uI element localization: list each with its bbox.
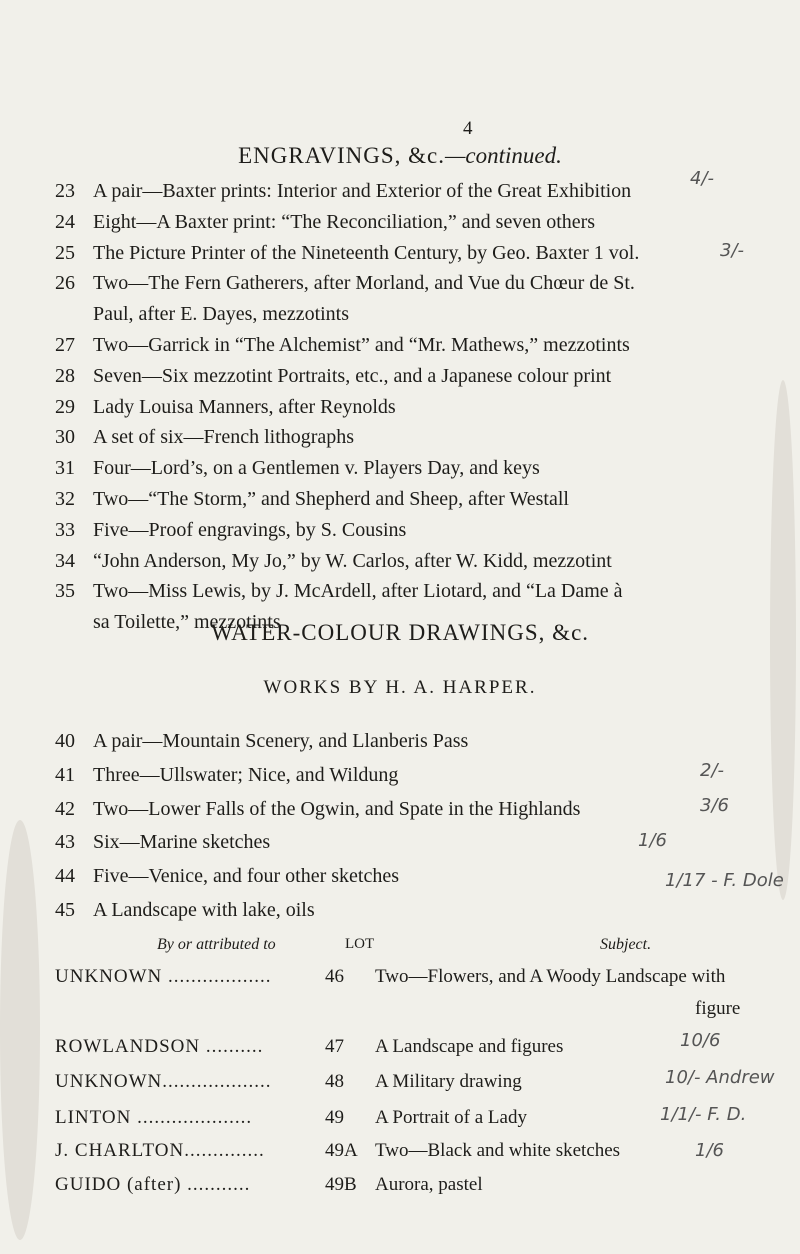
lot-description: Two—“The Storm,” and Shepherd and Sheep, after Westall [93, 488, 569, 510]
artist-name: UNKNOWN................... [55, 1071, 272, 1092]
artist-name: GUIDO (after) ........... [55, 1174, 251, 1195]
lot-description: A pair—Mountain Scenery, and Llanberis Pass [93, 730, 469, 752]
lot-number: 48 [325, 1071, 344, 1092]
handwritten-note: 1/6 [638, 830, 667, 851]
lot-description: A pair—Baxter prints: Interior and Exterior of the Great Exhibition [93, 180, 632, 202]
lot-entry [55, 865, 399, 888]
lot-number: 25 [55, 241, 75, 264]
lot-description: Four—Lord’s, on a Gentlemen v. Players Day, and keys [93, 457, 540, 480]
table-row [55, 1140, 620, 1162]
lot-number: 29 [55, 395, 75, 418]
lot-number: 34 [55, 549, 75, 572]
table-row [55, 966, 725, 988]
lot-description: Two—Miss Lewis, by J. McArdell, after Liotard, and “La Dame à [93, 580, 623, 603]
lot-number: 43 [55, 831, 75, 854]
lot-description: Lady Louisa Manners, after Reynolds [93, 395, 396, 418]
column-header-lot: LOT [345, 936, 375, 952]
lot-entry [55, 396, 396, 419]
lot-number: 49A [325, 1140, 358, 1161]
section-title: ENGRAVINGS, &c. [238, 143, 445, 168]
lot-entry [55, 488, 569, 511]
lot-number: 27 [55, 334, 75, 356]
lot-number: 49B [325, 1174, 357, 1195]
lot-entry [55, 764, 398, 787]
lot-subject: figure [695, 998, 741, 1019]
lot-number: 42 [55, 797, 75, 820]
lot-number: 40 [55, 730, 75, 752]
lot-number: 35 [55, 580, 75, 603]
lot-number: 46 [325, 966, 344, 987]
lot-entry [93, 303, 349, 326]
lot-subject: Aurora, pastel [375, 1174, 483, 1195]
table-row [375, 998, 740, 1020]
lot-number: 44 [55, 865, 75, 888]
lot-subject: A Military drawing [375, 1071, 522, 1092]
handwritten-note: 3/6 [700, 795, 729, 816]
lot-number: 49 [325, 1107, 344, 1128]
lot-number: 30 [55, 426, 75, 449]
artist-name: ROWLANDSON .......... [55, 1036, 264, 1057]
handwritten-note: 10/- Andrew [665, 1067, 775, 1088]
lot-number: 28 [55, 364, 75, 387]
lot-entry [55, 334, 630, 357]
artist-name: LINTON .................... [55, 1107, 253, 1128]
table-row [55, 1071, 522, 1093]
handwritten-note: 1/6 [695, 1140, 724, 1161]
lot-entry [55, 365, 611, 388]
lot-entry [55, 831, 270, 854]
handwritten-note: 4/- [690, 168, 715, 189]
lot-number: 45 [55, 899, 75, 921]
lot-description: Two—Garrick in “The Alchemist” and “Mr. Mathews,” mezzotints [93, 334, 630, 356]
table-row [55, 1036, 563, 1058]
lot-subject: Two—Flowers, and A Woody Landscape with [375, 966, 726, 987]
lot-entry [55, 426, 354, 449]
lot-number: 23 [55, 180, 75, 202]
lot-description: Three—Ullswater; Nice, and Wildung [93, 763, 399, 786]
lot-entry [55, 242, 639, 265]
handwritten-note: 10/6 [680, 1030, 721, 1051]
lot-description: Five—Proof engravings, by S. Cousins [93, 518, 407, 541]
handwritten-note: 1/1/- F. D. [660, 1104, 747, 1125]
lot-entry [55, 272, 635, 295]
lot-number: 31 [55, 457, 75, 480]
lot-number: 47 [325, 1036, 344, 1057]
lot-description: A Landscape with lake, oils [93, 899, 315, 921]
lot-entry [55, 899, 315, 922]
artist-name: J. CHARLTON.............. [55, 1140, 265, 1161]
section-heading-watercolours: WATER-COLOUR DRAWINGS, &c. [210, 620, 590, 645]
column-header-artist: By or attributed to [157, 936, 276, 953]
lot-description: sa Toilette,” mezzotints [93, 611, 281, 634]
lot-description: Five—Venice, and four other sketches [93, 865, 400, 888]
continued-label: —continued. [444, 143, 562, 168]
lot-description: Seven—Six mezzotint Portraits, etc., and a Japanese colour print [93, 364, 612, 387]
lot-subject: A Portrait of a Lady [375, 1107, 527, 1128]
lot-number: 33 [55, 518, 75, 541]
lot-entry [55, 519, 406, 542]
lot-description: Paul, after E. Dayes, mezzotints [93, 303, 350, 326]
page-number: 4 [463, 118, 473, 139]
lot-entry [55, 180, 631, 203]
lot-description: Two—The Fern Gatherers, after Morland, and Vue du Chœur de St. [93, 272, 635, 295]
paper-edge-stain [0, 820, 40, 1240]
lot-description: Six—Marine sketches [93, 831, 271, 854]
lot-entry [55, 550, 612, 573]
section-heading-engravings [0, 143, 800, 169]
handwritten-note: 3/- [720, 240, 745, 261]
table-row [55, 1107, 527, 1129]
lot-entry [55, 798, 580, 821]
lot-description: Eight—A Baxter print: “The Reconciliation,” and seven others [93, 210, 596, 233]
table-row [55, 1174, 483, 1196]
column-header-subject: Subject. [600, 936, 652, 953]
lot-entry [55, 730, 468, 753]
lot-number: 26 [55, 272, 75, 295]
lot-entry [55, 580, 623, 603]
lot-description: A set of six—French lithographs [93, 426, 355, 449]
handwritten-note: 1/17 - F. Dole [665, 870, 784, 891]
lot-number: 32 [55, 488, 75, 510]
section-subtitle-harper: WORKS BY H. A. HARPER. [263, 677, 537, 698]
lot-description: The Picture Printer of the Nineteenth Century, by Geo. Baxter 1 vol. [93, 241, 640, 264]
lot-entry [55, 457, 540, 480]
lot-subject: Two—Black and white sketches [375, 1140, 621, 1161]
lot-description: Two—Lower Falls of the Ogwin, and Spate in the Highlands [93, 797, 581, 820]
handwritten-note: 2/- [700, 760, 725, 781]
lot-subject: A Landscape and figures [375, 1036, 564, 1057]
lot-description: “John Anderson, My Jo,” by W. Carlos, after W. Kidd, mezzotint [93, 549, 612, 572]
lot-number: 24 [55, 210, 75, 233]
lot-number: 41 [55, 763, 75, 786]
lot-entry [55, 211, 595, 234]
artist-name: UNKNOWN .................. [55, 966, 272, 987]
